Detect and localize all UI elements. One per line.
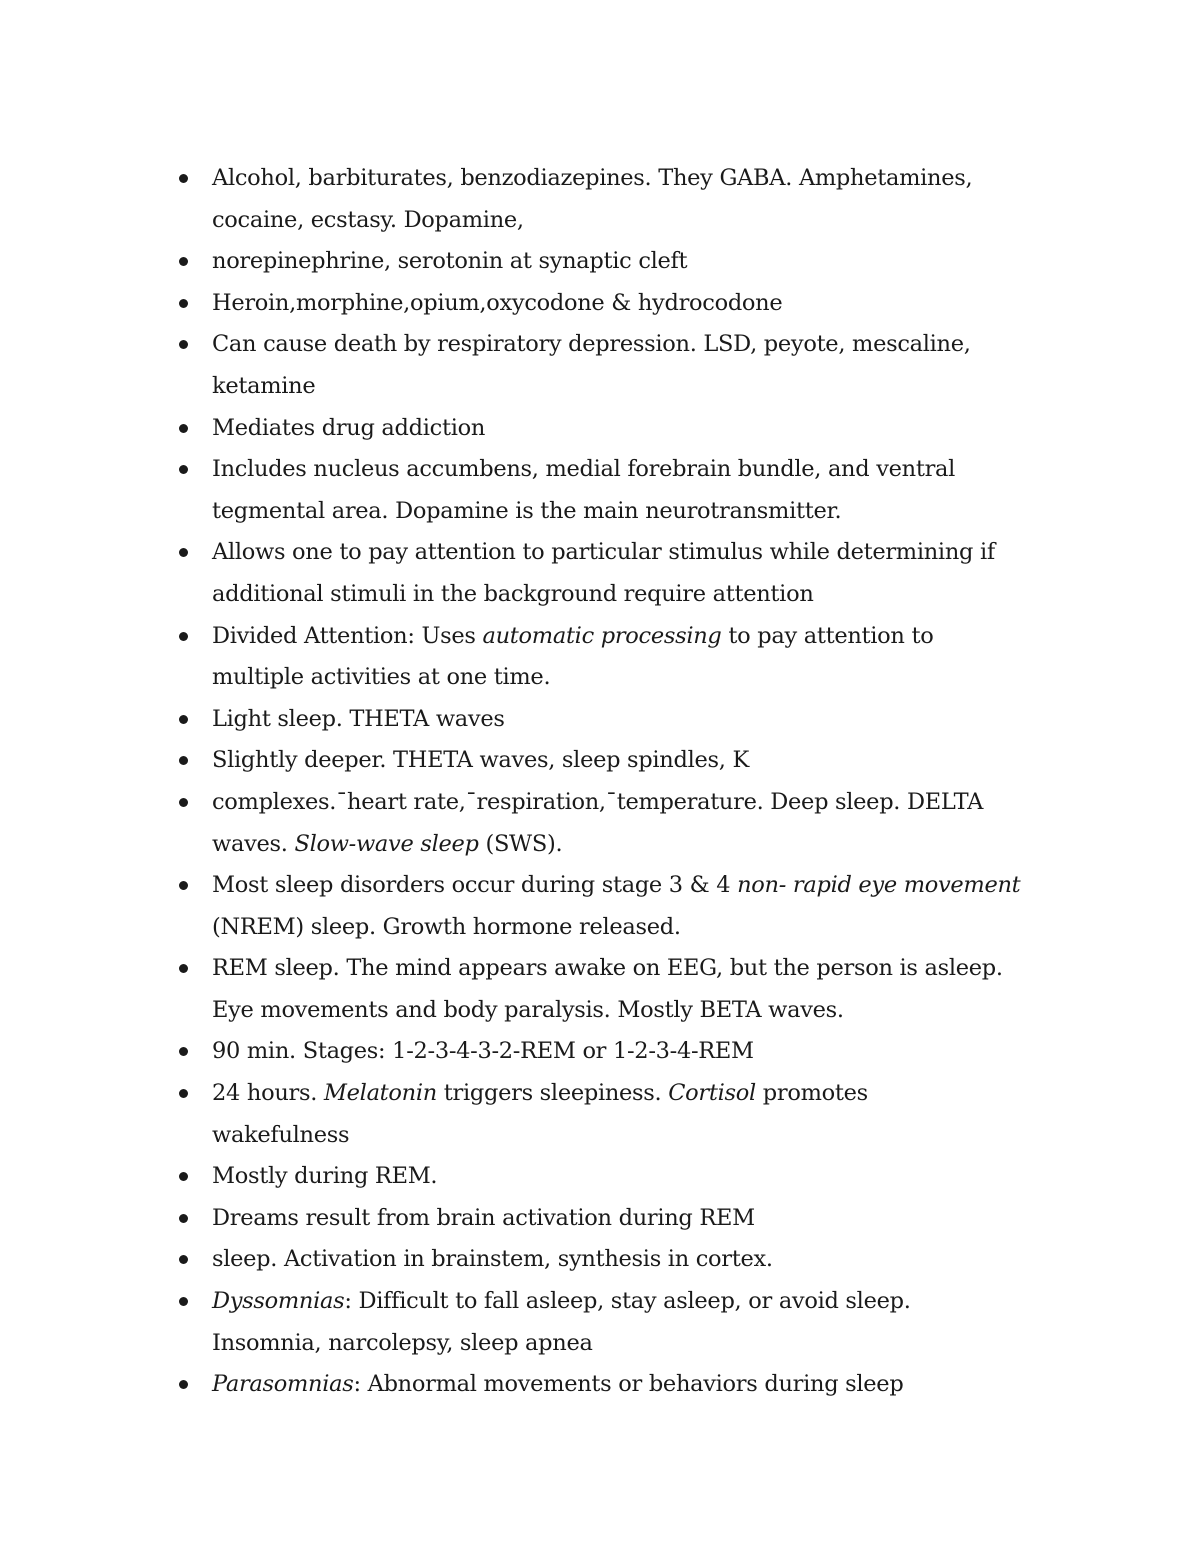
text-segment: Dreams result from brain activation during REM <box>212 1204 755 1231</box>
bullet-dot-icon <box>179 1297 188 1306</box>
text-line <box>212 200 1072 242</box>
list-item <box>212 158 1072 241</box>
bullet-dot-icon <box>179 257 188 266</box>
text-line <box>212 948 1072 990</box>
text-line <box>212 782 1072 824</box>
list-item <box>212 1364 1072 1406</box>
text-line <box>212 616 1072 658</box>
list-item <box>212 740 1072 782</box>
text-segment: 24 hours. <box>212 1080 324 1107</box>
list-item <box>212 699 1072 741</box>
list-item <box>212 532 1072 615</box>
list-item <box>212 1239 1072 1281</box>
italic-text: Cortisol <box>668 1080 756 1107</box>
text-segment: complexes.¯heart rate,¯respiration,¯temperature. Deep sleep. DELTA <box>212 788 984 815</box>
bullet-dot-icon <box>179 299 188 308</box>
text-segment: Alcohol, barbiturates, benzodiazepines. They GABA. Amphetamines, <box>212 165 973 191</box>
text-segment: Allows one to pay attention to particular stimulus while determining if <box>212 539 995 566</box>
text-line <box>212 865 1072 907</box>
text-segment: Includes nucleus accumbens, medial forebrain bundle, and ventral <box>212 456 956 483</box>
text-segment: : Abnormal movements or behaviors during sleep <box>353 1371 904 1398</box>
text-segment: Can cause death by respiratory depression. LSD, peyote, mescaline, <box>212 331 971 358</box>
text-segment: Mediates drug addiction <box>212 414 486 441</box>
text-segment: additional stimuli in the background require attention <box>212 580 814 607</box>
text-line <box>212 1031 1072 1073</box>
bullet-dot-icon <box>179 174 188 183</box>
text-line <box>212 241 1072 283</box>
text-line <box>212 824 1072 866</box>
text-line <box>212 1073 1072 1115</box>
list-item <box>212 283 1072 325</box>
text-segment: (SWS). <box>478 830 563 857</box>
text-segment: Divided Attention: Uses <box>212 622 483 649</box>
bullet-dot-icon <box>179 756 188 765</box>
text-line <box>212 324 1072 366</box>
text-segment: triggers sleepiness. <box>436 1080 669 1107</box>
italic-text: Melatonin <box>323 1080 437 1107</box>
list-item <box>212 241 1072 283</box>
list-item <box>212 865 1072 948</box>
text-line <box>212 1115 1072 1157</box>
text-segment: Eye movements and body paralysis. Mostly BETA waves. <box>212 996 844 1023</box>
italic-text: Slow-wave sleep <box>294 830 479 857</box>
text-segment: Insomnia, narcolepsy, sleep apnea <box>212 1329 593 1356</box>
text-line <box>212 574 1072 616</box>
text-segment: Heroin,morphine,opium,oxycodone & hydrocodone <box>212 289 783 316</box>
text-line <box>212 366 1072 408</box>
text-line <box>212 657 1072 699</box>
text-segment: : Difficult to fall asleep, stay asleep, or avoid sleep. <box>344 1288 911 1315</box>
bullet-dot-icon <box>179 632 188 641</box>
text-segment: 90 min. Stages: 1-2-3-4-3-2-REM or 1-2-3-4-REM <box>212 1038 754 1065</box>
text-line <box>212 1198 1072 1240</box>
text-segment: REM sleep. The mind appears awake on EEG, but the person is asleep. <box>212 955 1003 982</box>
bullet-dot-icon <box>179 881 188 890</box>
list-item <box>212 616 1072 699</box>
text-segment: wakefulness <box>212 1121 350 1148</box>
list-item <box>212 1156 1072 1198</box>
list-item <box>212 1031 1072 1073</box>
list-item <box>212 1281 1072 1364</box>
text-segment: Mostly during REM. <box>212 1163 438 1190</box>
text-line <box>212 1364 1072 1406</box>
list-item <box>212 1198 1072 1240</box>
list-item <box>212 408 1072 450</box>
bullet-dot-icon <box>179 340 188 349</box>
text-segment: ketamine <box>212 372 316 399</box>
text-line <box>212 532 1072 574</box>
text-line <box>212 1156 1072 1198</box>
bullet-dot-icon <box>179 465 188 474</box>
text-segment: to pay attention to <box>721 622 934 649</box>
bullet-dot-icon <box>179 424 188 433</box>
bullet-dot-icon <box>179 1089 188 1098</box>
text-segment: cocaine, ecstasy. Dopamine, <box>212 206 524 233</box>
text-line <box>212 1281 1072 1323</box>
text-line <box>212 699 1072 741</box>
text-segment: (NREM) sleep. Growth hormone released. <box>212 913 681 940</box>
text-line <box>212 990 1072 1032</box>
italic-text: non- rapid eye movement <box>737 872 1021 899</box>
text-line <box>212 449 1072 491</box>
text-line <box>212 283 1072 325</box>
list-item <box>212 948 1072 1031</box>
text-line <box>212 1239 1072 1281</box>
text-segment: Light sleep. THETA waves <box>212 705 505 732</box>
text-segment: promotes <box>755 1080 868 1107</box>
bullet-list <box>212 158 1072 1406</box>
list-item <box>212 324 1072 407</box>
text-segment: waves. <box>212 830 295 857</box>
text-line <box>212 491 1072 533</box>
bullet-dot-icon <box>179 1255 188 1264</box>
text-line <box>212 158 1072 200</box>
text-line <box>212 740 1072 782</box>
text-line <box>212 1323 1072 1365</box>
text-segment: Slightly deeper. THETA waves, sleep spindles, K <box>212 747 749 774</box>
list-item <box>212 782 1072 865</box>
italic-text: automatic processing <box>482 622 722 649</box>
bullet-dot-icon <box>179 1172 188 1181</box>
text-line <box>212 907 1072 949</box>
italic-text: Parasomnias <box>212 1371 354 1398</box>
italic-text: Dyssomnias <box>212 1288 345 1315</box>
bullet-dot-icon <box>179 964 188 973</box>
text-line <box>212 408 1072 450</box>
bullet-dot-icon <box>179 798 188 807</box>
bullet-dot-icon <box>179 1047 188 1056</box>
bullet-dot-icon <box>179 715 188 724</box>
text-segment: norepinephrine, serotonin at synaptic cleft <box>212 248 688 275</box>
bullet-dot-icon <box>179 1380 188 1389</box>
list-item <box>212 1073 1072 1156</box>
text-segment: Most sleep disorders occur during stage 3 & 4 <box>212 872 738 899</box>
text-segment: multiple activities at one time. <box>212 664 551 691</box>
text-segment: tegmental area. Dopamine is the main neurotransmitter. <box>212 497 842 524</box>
bullet-dot-icon <box>179 548 188 557</box>
list-item <box>212 449 1072 532</box>
text-segment: sleep. Activation in brainstem, synthesis in cortex. <box>212 1246 773 1273</box>
bullet-dot-icon <box>179 1214 188 1223</box>
